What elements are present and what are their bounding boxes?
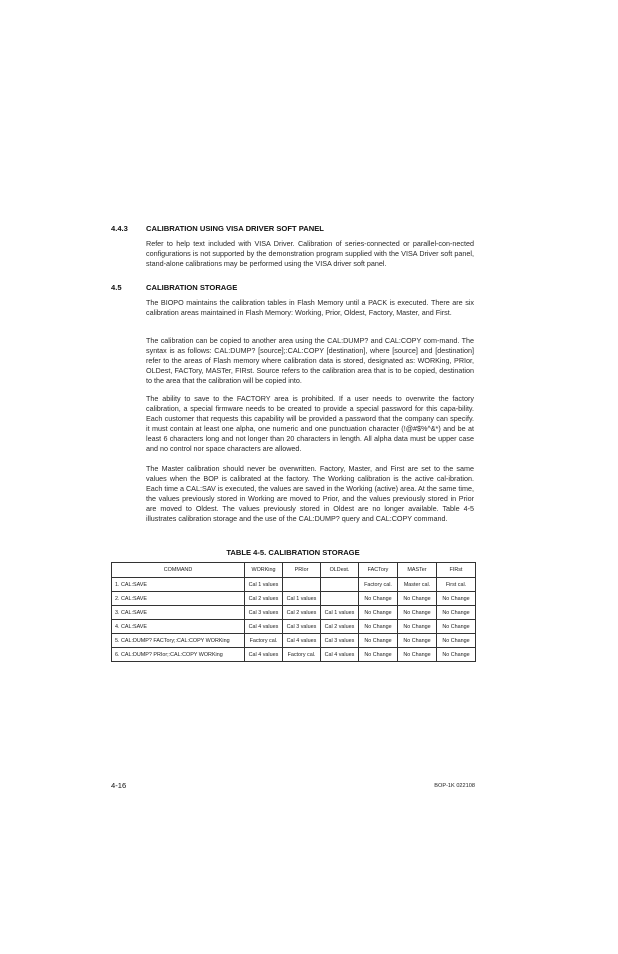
table-row	[112, 648, 476, 662]
table-cell	[321, 592, 359, 606]
table-cell: 1. CAL:SAVE	[112, 578, 245, 592]
page-number: 4-16	[111, 781, 127, 790]
table-cell: Cal 4 values	[283, 634, 321, 648]
table-cell: No Change	[359, 606, 398, 620]
table-cell: 2. CAL:SAVE	[112, 592, 245, 606]
table-cell: No Change	[398, 592, 437, 606]
table-row	[112, 578, 476, 592]
table-cell: No Change	[398, 648, 437, 662]
table-cell: Cal 3 values	[245, 606, 283, 620]
calibration-storage-table	[111, 562, 476, 662]
section-title: CALIBRATION USING VISA DRIVER SOFT PANEL	[146, 224, 324, 233]
table-cell: Factory cal.	[283, 648, 321, 662]
table-cell: 4. CAL:SAVE	[112, 620, 245, 634]
table-cell: No Change	[359, 620, 398, 634]
column-header: OLDest.	[321, 563, 359, 578]
table-cell: 5. CAL:DUMP? FACTory;:CAL:COPY WORKing	[112, 634, 245, 648]
table-cell: Cal 3 values	[283, 620, 321, 634]
column-header: FIRst	[437, 563, 476, 578]
table-cell: First cal.	[437, 578, 476, 592]
table-title: TABLE 4-5. CALIBRATION STORAGE	[226, 548, 360, 557]
table-cell: Cal 4 values	[321, 648, 359, 662]
paragraph-cal-copy-syntax: The calibration can be copied to another area using the CAL:DUMP? and CAL:COPY com-mand. The syntax is as follows: CAL:DUMP? [source];:CAL:COPY [destination], where [source] and [destination] refer to the areas of Flash memory where calibration data is stored, designated as: WORKing, PRIor, OLDest, FACTory, MASTer, FIRst. Source refers to the calibration area that is to be copied, destination to the area that the calibration will be copied into.	[146, 336, 474, 386]
table-cell: No Change	[398, 620, 437, 634]
table-row	[112, 592, 476, 606]
column-header: FACTory	[359, 563, 398, 578]
table-cell: No Change	[437, 620, 476, 634]
table-cell: Cal 2 values	[321, 620, 359, 634]
table-cell	[321, 578, 359, 592]
table-cell: Factory cal.	[245, 634, 283, 648]
paragraph-master-calibration: The Master calibration should never be overwritten. Factory, Master, and First are set to the same values when the BOP is calibrated at the factory. The Working calibration is the active cal-ibration. Each time a CAL:SAV is executed, the values are saved in the Working (active) area. At the same time, the values previously stored in Working are moved to Prior, and the values previously stored in Prior are moved to Oldest. The values previously stored in Oldest are no longer available. Table 4-5 illustrates calibration storage and the use of the CAL:DUMP? query and CAL:COPY command.	[146, 464, 474, 524]
column-header: COMMAND	[112, 563, 245, 578]
table-cell: Cal 3 values	[321, 634, 359, 648]
column-header: MASTer	[398, 563, 437, 578]
paragraph-visa-driver: Refer to help text included with VISA Driver. Calibration of series-connected or parallel-con-nected configurations is not supported by the demonstration program supplied with the VISA Driver soft panel, stand-alone calibrations may be performed using the VISA driver soft panel.	[146, 239, 474, 269]
table-cell: Cal 2 values	[283, 606, 321, 620]
table-cell: No Change	[359, 634, 398, 648]
table-cell: Cal 1 values	[321, 606, 359, 620]
column-header: PRIor	[283, 563, 321, 578]
table-cell: No Change	[437, 592, 476, 606]
table-cell: Cal 4 values	[245, 648, 283, 662]
table-row	[112, 606, 476, 620]
table-cell: No Change	[398, 634, 437, 648]
table-header-row	[112, 563, 476, 578]
table-row	[112, 620, 476, 634]
table-row	[112, 634, 476, 648]
table-cell: Factory cal.	[359, 578, 398, 592]
section-number: 4.5	[111, 283, 122, 292]
table-cell: 6. CAL:DUMP? PRIor;:CAL:COPY WORKing	[112, 648, 245, 662]
table-cell: No Change	[437, 648, 476, 662]
document-id: BOP-1K 022108	[434, 783, 475, 789]
table-cell: Master cal.	[398, 578, 437, 592]
paragraph-factory-password: The ability to save to the FACTORY area is prohibited. If a user needs to overwrite the factory calibration, a special firmware needs to be created to provide a special password for this capa-bility. Each customer that requests this capability will be provided a password that the company can specify. it must contain at least one alpha, one numeric and one punctuation character (!@#$%^&*) and be at least 6 characters long and not longer than 20 characters in length. All alpha data must be upper case and no control nor space characters are allowed.	[146, 394, 474, 454]
table-cell: Cal 1 values	[283, 592, 321, 606]
table-cell: 3. CAL:SAVE	[112, 606, 245, 620]
table-cell	[283, 578, 321, 592]
table-cell: No Change	[359, 592, 398, 606]
paragraph-calibration-areas: The BIOPO maintains the calibration tables in Flash Memory until a PACK is executed. There are six calibration areas maintained in Flash Memory: Working, Prior, Oldest, Factory, Master, and First.	[146, 298, 474, 318]
section-title: CALIBRATION STORAGE	[146, 283, 238, 292]
table-cell: No Change	[437, 634, 476, 648]
section-number: 4.4.3	[111, 224, 128, 233]
table-cell: Cal 1 values	[245, 578, 283, 592]
column-header: WORKing	[245, 563, 283, 578]
table-cell: Cal 2 values	[245, 592, 283, 606]
table-cell: Cal 4 values	[245, 620, 283, 634]
table-cell: No Change	[359, 648, 398, 662]
table-cell: No Change	[398, 606, 437, 620]
table-cell: No Change	[437, 606, 476, 620]
